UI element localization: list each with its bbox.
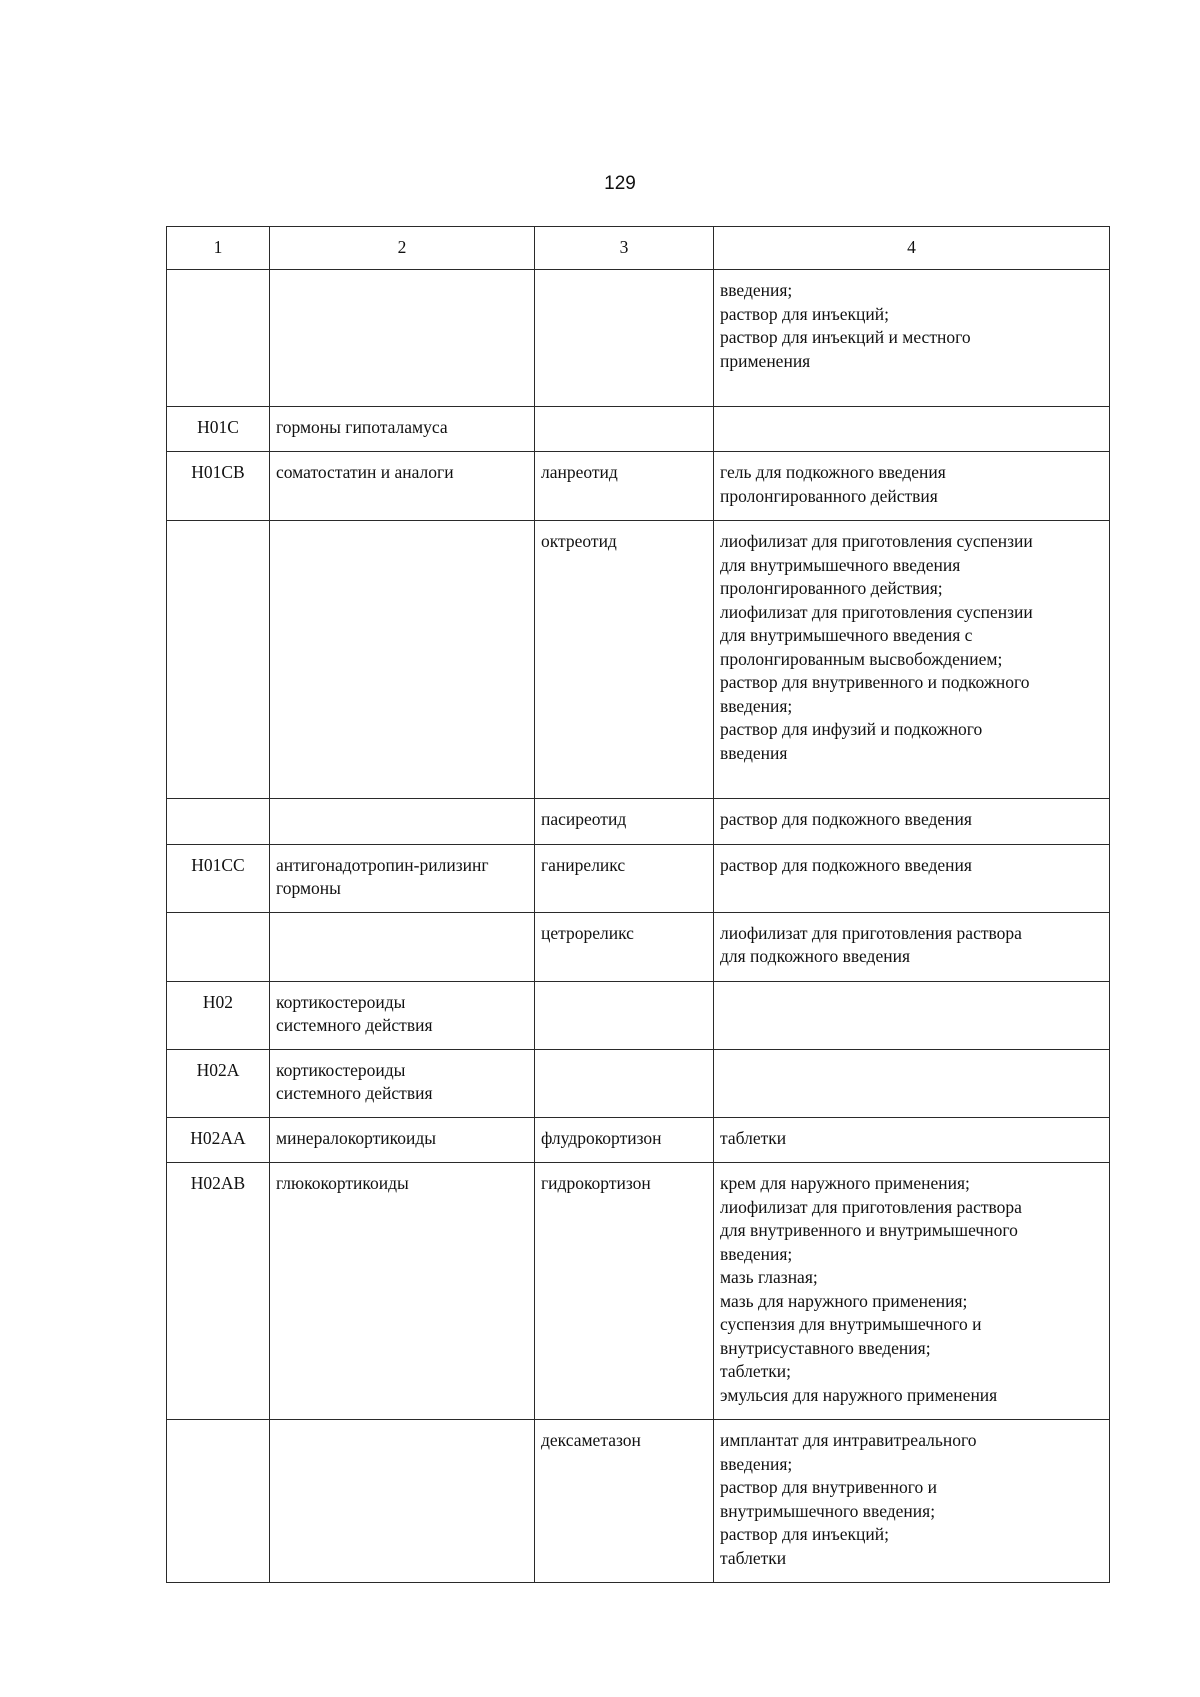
column-header: 2 bbox=[270, 227, 535, 270]
atc-code-cell: H01CC bbox=[167, 844, 270, 912]
atc-code-cell: H02 bbox=[167, 981, 270, 1049]
group-name-cell: глюкокортикоиды bbox=[270, 1163, 535, 1420]
atc-code-cell: H01C bbox=[167, 407, 270, 452]
table-row bbox=[167, 799, 1110, 845]
group-name-cell: гормоны гипоталамуса bbox=[270, 407, 535, 452]
table-row bbox=[167, 1420, 1110, 1583]
atc-code-cell bbox=[167, 521, 270, 799]
atc-code-cell bbox=[167, 912, 270, 981]
atc-code-cell bbox=[167, 1420, 270, 1583]
drug-name-cell: пасиреотид bbox=[535, 799, 714, 845]
table-row bbox=[167, 270, 1110, 407]
dosage-forms-cell: раствор для подкожного введения bbox=[714, 844, 1110, 912]
drug-name-cell bbox=[535, 270, 714, 407]
drug-name-cell bbox=[535, 1049, 714, 1117]
atc-code-cell: H02AB bbox=[167, 1163, 270, 1420]
atc-code-cell: H02A bbox=[167, 1049, 270, 1117]
atc-code-cell bbox=[167, 799, 270, 845]
table-row bbox=[167, 407, 1110, 452]
dosage-forms-cell bbox=[714, 1049, 1110, 1117]
group-name-cell bbox=[270, 912, 535, 981]
dosage-forms-cell: крем для наружного применения; лиофилизат для приготовления раствора для внутривенного и внутримышечного введения; мазь глазная; мазь для наружного применения; суспензия для внутримышечного и внутрисуставного введения; таблетки; эмульсия для наружного применения bbox=[714, 1163, 1110, 1420]
drug-name-cell bbox=[535, 407, 714, 452]
dosage-forms-cell: раствор для подкожного введения bbox=[714, 799, 1110, 845]
table-row bbox=[167, 1117, 1110, 1163]
column-header: 3 bbox=[535, 227, 714, 270]
dosage-forms-cell bbox=[714, 981, 1110, 1049]
group-name-cell bbox=[270, 1420, 535, 1583]
page-number: 129 bbox=[604, 173, 636, 194]
drug-name-cell: гидрокортизон bbox=[535, 1163, 714, 1420]
group-name-cell: кортикостероиды системного действия bbox=[270, 981, 535, 1049]
drug-name-cell: флудрокортизон bbox=[535, 1117, 714, 1163]
atc-code-cell: H02AA bbox=[167, 1117, 270, 1163]
atc-code-cell: H01CB bbox=[167, 452, 270, 521]
dosage-forms-cell: гель для подкожного введения пролонгированного действия bbox=[714, 452, 1110, 521]
drug-table bbox=[166, 226, 1110, 1583]
atc-code-cell bbox=[167, 270, 270, 407]
drug-name-cell: ланреотид bbox=[535, 452, 714, 521]
group-name-cell bbox=[270, 799, 535, 845]
dosage-forms-cell: лиофилизат для приготовления суспензии для внутримышечного введения пролонгированного действия; лиофилизат для приготовления суспензии для внутримышечного введения с пролонгированным высвобождением; раствор для внутривенного и подкожного введения; раствор для инфузий и подкожного введения bbox=[714, 521, 1110, 799]
group-name-cell: минералокортикоиды bbox=[270, 1117, 535, 1163]
table-row bbox=[167, 1163, 1110, 1420]
table-row bbox=[167, 912, 1110, 981]
dosage-forms-cell bbox=[714, 407, 1110, 452]
table-row bbox=[167, 981, 1110, 1049]
column-header: 4 bbox=[714, 227, 1110, 270]
table-row bbox=[167, 452, 1110, 521]
dosage-forms-cell: таблетки bbox=[714, 1117, 1110, 1163]
table-row bbox=[167, 521, 1110, 799]
drug-name-cell: цетрореликс bbox=[535, 912, 714, 981]
table-body bbox=[167, 270, 1110, 1583]
table-row bbox=[167, 1049, 1110, 1117]
group-name-cell bbox=[270, 521, 535, 799]
table-header-row bbox=[167, 227, 1110, 270]
group-name-cell: антигонадотропин-рилизинг гормоны bbox=[270, 844, 535, 912]
drug-name-cell: дексаметазон bbox=[535, 1420, 714, 1583]
drug-name-cell: ганиреликс bbox=[535, 844, 714, 912]
drug-name-cell bbox=[535, 981, 714, 1049]
group-name-cell: кортикостероиды системного действия bbox=[270, 1049, 535, 1117]
group-name-cell: соматостатин и аналоги bbox=[270, 452, 535, 521]
drug-name-cell: октреотид bbox=[535, 521, 714, 799]
dosage-forms-cell: введения; раствор для инъекций; раствор для инъекций и местного применения bbox=[714, 270, 1110, 407]
dosage-forms-cell: имплантат для интравитреального введения; раствор для внутривенного и внутримышечного введения; раствор для инъекций; таблетки bbox=[714, 1420, 1110, 1583]
group-name-cell bbox=[270, 270, 535, 407]
dosage-forms-cell: лиофилизат для приготовления раствора для подкожного введения bbox=[714, 912, 1110, 981]
table-row bbox=[167, 844, 1110, 912]
column-header: 1 bbox=[167, 227, 270, 270]
